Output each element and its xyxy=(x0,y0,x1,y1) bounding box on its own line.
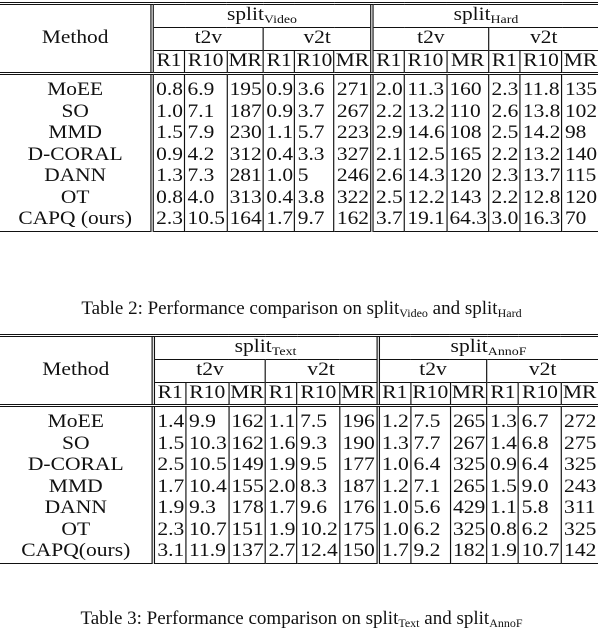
value-cell: 151 xyxy=(228,520,265,542)
metric-header: MR xyxy=(228,382,265,406)
value-cell: 2.9 xyxy=(372,123,405,145)
value-cell: 0.9 xyxy=(152,145,185,167)
value-cell: 272 xyxy=(561,406,597,434)
split-subscript: Text xyxy=(271,344,297,358)
method-cell: D-CORAL xyxy=(27,455,124,475)
value-cell: 230 xyxy=(227,123,264,145)
metric-header: R10 xyxy=(411,382,450,406)
value-cell: 12.8 xyxy=(520,188,562,210)
metric-header: MR xyxy=(561,382,597,406)
value-cell: 1.9 xyxy=(487,541,519,563)
value-cell: 271 xyxy=(334,74,372,102)
value-cell: 1.0 xyxy=(152,102,185,124)
table-row xyxy=(0,166,598,188)
value-cell: 8.3 xyxy=(297,477,339,499)
value-cell: 2.2 xyxy=(489,188,520,210)
value-cell: 195 xyxy=(227,74,264,102)
value-cell: 165 xyxy=(447,145,489,167)
caption-text: Table 3: Performance comparison on split xyxy=(80,608,399,629)
direction-header: v2t xyxy=(489,28,599,51)
method-cell: MoEE xyxy=(47,80,104,100)
value-cell: 10.5 xyxy=(185,209,227,231)
value-cell: 0.8 xyxy=(152,74,185,102)
value-cell: 120 xyxy=(447,166,489,188)
value-cell: 2.0 xyxy=(266,477,298,499)
table-2 xyxy=(0,2,598,232)
value-cell: 3.7 xyxy=(372,209,405,231)
table-row xyxy=(0,498,598,520)
value-cell: 1.0 xyxy=(378,520,411,542)
value-cell: 0.4 xyxy=(263,188,294,210)
value-cell: 9.7 xyxy=(295,209,334,231)
table-row xyxy=(0,209,598,231)
value-cell: 1.5 xyxy=(153,434,186,456)
value-cell: 1.5 xyxy=(487,477,519,499)
value-cell: 14.2 xyxy=(520,123,562,145)
split-subscript: Video xyxy=(263,12,297,26)
split-header xyxy=(378,336,598,360)
value-cell: 1.0 xyxy=(378,455,411,477)
value-cell: 325 xyxy=(561,455,597,477)
table-row xyxy=(0,434,598,456)
split-subscript: Hard xyxy=(490,12,519,26)
method-cell: DANN xyxy=(44,166,107,186)
value-cell: 322 xyxy=(334,188,372,210)
value-cell: 13.8 xyxy=(520,102,562,124)
split-header xyxy=(372,4,598,28)
metric-header: R10 xyxy=(297,382,339,406)
metric-header: R1 xyxy=(487,382,519,406)
value-cell: 267 xyxy=(334,102,372,124)
value-cell: 2.1 xyxy=(372,145,405,167)
table-row xyxy=(0,455,598,477)
split-header xyxy=(153,336,378,360)
value-cell: 429 xyxy=(450,498,487,520)
value-cell: 10.3 xyxy=(186,434,228,456)
value-cell: 1.1 xyxy=(487,498,519,520)
split-label: split xyxy=(227,5,264,25)
value-cell: 182 xyxy=(450,541,487,563)
method-cell: SO xyxy=(61,101,89,122)
value-cell: 265 xyxy=(450,406,487,434)
value-cell: 6.2 xyxy=(519,520,561,542)
value-cell: 1.4 xyxy=(487,434,519,456)
value-cell: 19.1 xyxy=(404,209,446,231)
caption-subscript: AnnoF xyxy=(489,616,523,630)
method-cell: MMD xyxy=(48,123,102,143)
value-cell: 143 xyxy=(447,188,489,210)
caption-subscript: Hard xyxy=(497,306,522,320)
method-cell: CAPQ (ours) xyxy=(0,209,152,231)
split-label: split xyxy=(450,337,488,357)
metric-header: R1 xyxy=(266,382,298,406)
value-cell: 102 xyxy=(562,102,598,124)
caption-text: and split xyxy=(419,608,490,629)
value-cell: 9.3 xyxy=(186,498,228,520)
split-subscript: AnnoF xyxy=(487,344,527,358)
value-cell: 187 xyxy=(227,102,264,124)
value-cell: 108 xyxy=(447,123,489,145)
value-cell: 13.2 xyxy=(520,145,562,167)
value-cell: 223 xyxy=(334,123,372,145)
value-cell: 137 xyxy=(228,541,265,563)
table-row xyxy=(0,541,598,563)
metric-header: R1 xyxy=(378,382,411,406)
value-cell: 9.9 xyxy=(186,406,228,434)
value-cell: 1.4 xyxy=(153,406,186,434)
value-cell: 246 xyxy=(334,166,372,188)
metric-header: MR xyxy=(450,382,487,406)
value-cell: 70 xyxy=(562,209,598,231)
value-cell: 1.7 xyxy=(378,541,411,563)
value-cell: 176 xyxy=(340,498,378,520)
method-cell: CAPQ(ours) xyxy=(0,541,153,563)
value-cell: 0.9 xyxy=(487,455,519,477)
value-cell: 2.2 xyxy=(489,145,520,167)
metric-header: R10 xyxy=(520,50,562,74)
value-cell: 7.9 xyxy=(185,123,227,145)
value-cell: 9.2 xyxy=(411,541,450,563)
value-cell: 2.3 xyxy=(152,209,185,231)
caption-text: Table 2: Performance comparison on split xyxy=(81,298,400,319)
metric-header: MR xyxy=(447,50,489,74)
metric-header: R1 xyxy=(489,50,520,74)
value-cell: 0.4 xyxy=(263,145,294,167)
metric-header: R1 xyxy=(372,50,405,74)
value-cell: 4.0 xyxy=(185,188,227,210)
value-cell: 2.6 xyxy=(372,166,405,188)
value-cell: 1.2 xyxy=(378,477,411,499)
value-cell: 2.3 xyxy=(153,520,186,542)
value-cell: 6.8 xyxy=(519,434,561,456)
value-cell: 115 xyxy=(562,166,598,188)
value-cell: 1.3 xyxy=(378,434,411,456)
value-cell: 4.2 xyxy=(185,145,227,167)
value-cell: 3.7 xyxy=(295,102,334,124)
split-label: split xyxy=(234,337,272,357)
value-cell: 14.6 xyxy=(404,123,446,145)
metric-header: MR xyxy=(334,50,372,74)
value-cell: 135 xyxy=(562,74,598,102)
value-cell: 3.3 xyxy=(295,145,334,167)
value-cell: 7.1 xyxy=(411,477,450,499)
value-cell: 2.0 xyxy=(372,74,405,102)
metric-header: R10 xyxy=(186,382,228,406)
split-label: split xyxy=(453,5,491,25)
value-cell: 162 xyxy=(228,434,265,456)
value-cell: 312 xyxy=(227,145,264,167)
value-cell: 7.7 xyxy=(411,434,450,456)
metric-header: R1 xyxy=(263,50,294,74)
value-cell: 1.3 xyxy=(487,406,519,434)
value-cell: 7.1 xyxy=(185,102,227,124)
metric-header: R10 xyxy=(519,382,561,406)
method-cell: OT xyxy=(61,519,91,540)
value-cell: 160 xyxy=(447,74,489,102)
value-cell: 2.5 xyxy=(153,455,186,477)
table-3 xyxy=(0,334,598,564)
method-cell: MMD xyxy=(48,476,103,497)
value-cell: 0.9 xyxy=(263,102,294,124)
value-cell: 12.2 xyxy=(404,188,446,210)
caption-subscript: Video xyxy=(399,306,428,320)
value-cell: 196 xyxy=(340,406,378,434)
value-cell: 2.3 xyxy=(489,166,520,188)
value-cell: 6.2 xyxy=(411,520,450,542)
value-cell: 1.3 xyxy=(152,166,185,188)
value-cell: 7.5 xyxy=(411,406,450,434)
value-cell: 9.5 xyxy=(297,455,339,477)
direction-header: v2t xyxy=(266,360,378,383)
value-cell: 2.7 xyxy=(266,541,298,563)
value-cell: 1.9 xyxy=(266,455,298,477)
table-row xyxy=(0,74,598,102)
value-cell: 142 xyxy=(561,541,597,563)
method-cell: OT xyxy=(60,187,90,208)
value-cell: 177 xyxy=(340,455,378,477)
value-cell: 2.5 xyxy=(372,188,405,210)
method-cell: SO xyxy=(61,433,90,454)
method-cell: D-CORAL xyxy=(27,144,123,165)
value-cell: 5 xyxy=(295,166,334,188)
metric-header: R1 xyxy=(152,50,185,74)
value-cell: 11.3 xyxy=(404,74,446,102)
value-cell: 1.5 xyxy=(152,123,185,145)
value-cell: 175 xyxy=(340,520,378,542)
value-cell: 7.3 xyxy=(185,166,227,188)
value-cell: 9.6 xyxy=(297,498,339,520)
table-3-caption xyxy=(0,608,603,631)
value-cell: 1.1 xyxy=(263,123,294,145)
table-row xyxy=(0,123,598,145)
value-cell: 5.7 xyxy=(295,123,334,145)
metric-header: R1 xyxy=(153,382,186,406)
value-cell: 13.2 xyxy=(404,102,446,124)
value-cell: 7.5 xyxy=(297,406,339,434)
metric-header: MR xyxy=(227,50,264,74)
value-cell: 13.7 xyxy=(520,166,562,188)
table-row xyxy=(0,145,598,167)
value-cell: 16.3 xyxy=(520,209,562,231)
value-cell: 1.6 xyxy=(266,434,298,456)
value-cell: 190 xyxy=(340,434,378,456)
value-cell: 150 xyxy=(340,541,378,563)
value-cell: 265 xyxy=(450,477,487,499)
value-cell: 0.8 xyxy=(152,188,185,210)
value-cell: 10.4 xyxy=(186,477,228,499)
value-cell: 3.0 xyxy=(489,209,520,231)
value-cell: 313 xyxy=(227,188,264,210)
value-cell: 11.8 xyxy=(520,74,562,102)
value-cell: 149 xyxy=(228,455,265,477)
metric-header: R10 xyxy=(185,50,227,74)
value-cell: 155 xyxy=(228,477,265,499)
value-cell: 267 xyxy=(450,434,487,456)
value-cell: 6.4 xyxy=(411,455,450,477)
metric-header: R10 xyxy=(404,50,446,74)
value-cell: 325 xyxy=(450,455,487,477)
split-header xyxy=(152,4,372,28)
value-cell: 3.8 xyxy=(295,188,334,210)
value-cell: 0.9 xyxy=(263,74,294,102)
value-cell: 64.3 xyxy=(447,209,489,231)
direction-header: t2v xyxy=(153,360,265,383)
value-cell: 9.0 xyxy=(519,477,561,499)
value-cell: 10.2 xyxy=(297,520,339,542)
value-cell: 120 xyxy=(562,188,598,210)
value-cell: 1.7 xyxy=(263,209,294,231)
value-cell: 10.7 xyxy=(186,520,228,542)
value-cell: 275 xyxy=(561,434,597,456)
direction-header: t2v xyxy=(378,360,487,383)
value-cell: 12.4 xyxy=(297,541,339,563)
value-cell: 187 xyxy=(340,477,378,499)
value-cell: 14.3 xyxy=(404,166,446,188)
value-cell: 6.4 xyxy=(519,455,561,477)
value-cell: 10.5 xyxy=(186,455,228,477)
value-cell: 1.9 xyxy=(153,498,186,520)
value-cell: 98 xyxy=(562,123,598,145)
caption-subscript: Text xyxy=(398,616,420,630)
value-cell: 1.7 xyxy=(153,477,186,499)
value-cell: 311 xyxy=(561,498,597,520)
method-header: Method xyxy=(0,336,153,406)
metric-header: MR xyxy=(562,50,598,74)
value-cell: 1.0 xyxy=(263,166,294,188)
value-cell: 178 xyxy=(228,498,265,520)
value-cell: 1.2 xyxy=(378,406,411,434)
value-cell: 0.8 xyxy=(487,520,519,542)
value-cell: 3.6 xyxy=(295,74,334,102)
value-cell: 9.3 xyxy=(297,434,339,456)
value-cell: 1.9 xyxy=(266,520,298,542)
value-cell: 2.2 xyxy=(372,102,405,124)
value-cell: 10.7 xyxy=(519,541,561,563)
value-cell: 5.8 xyxy=(519,498,561,520)
direction-header: v2t xyxy=(263,28,371,51)
table-2-caption xyxy=(0,298,603,321)
value-cell: 327 xyxy=(334,145,372,167)
value-cell: 164 xyxy=(227,209,264,231)
value-cell: 1.7 xyxy=(266,498,298,520)
table-row xyxy=(0,520,598,542)
value-cell: 325 xyxy=(450,520,487,542)
value-cell: 162 xyxy=(228,406,265,434)
value-cell: 1.1 xyxy=(266,406,298,434)
value-cell: 162 xyxy=(334,209,372,231)
method-cell: MoEE xyxy=(47,412,104,432)
method-cell: DANN xyxy=(44,498,107,518)
value-cell: 2.5 xyxy=(489,123,520,145)
value-cell: 6.7 xyxy=(519,406,561,434)
caption-text: and split xyxy=(427,298,498,319)
value-cell: 2.6 xyxy=(489,102,520,124)
table-row xyxy=(0,477,598,499)
value-cell: 243 xyxy=(561,477,597,499)
table-row xyxy=(0,102,598,124)
direction-header: v2t xyxy=(487,360,598,383)
value-cell: 5.6 xyxy=(411,498,450,520)
table-row xyxy=(0,188,598,210)
value-cell: 325 xyxy=(561,520,597,542)
value-cell: 281 xyxy=(227,166,264,188)
value-cell: 12.5 xyxy=(404,145,446,167)
value-cell: 140 xyxy=(562,145,598,167)
results-table xyxy=(0,334,598,564)
value-cell: 110 xyxy=(447,102,489,124)
value-cell: 6.9 xyxy=(185,74,227,102)
direction-header: t2v xyxy=(152,28,263,51)
results-table xyxy=(0,2,598,232)
metric-header: R10 xyxy=(295,50,334,74)
direction-header: t2v xyxy=(372,28,489,51)
table-row xyxy=(0,406,598,434)
metric-header: MR xyxy=(340,382,378,406)
value-cell: 11.9 xyxy=(186,541,228,563)
value-cell: 3.1 xyxy=(153,541,186,563)
value-cell: 1.0 xyxy=(378,498,411,520)
value-cell: 2.3 xyxy=(489,74,520,102)
method-header: Method xyxy=(0,4,152,74)
